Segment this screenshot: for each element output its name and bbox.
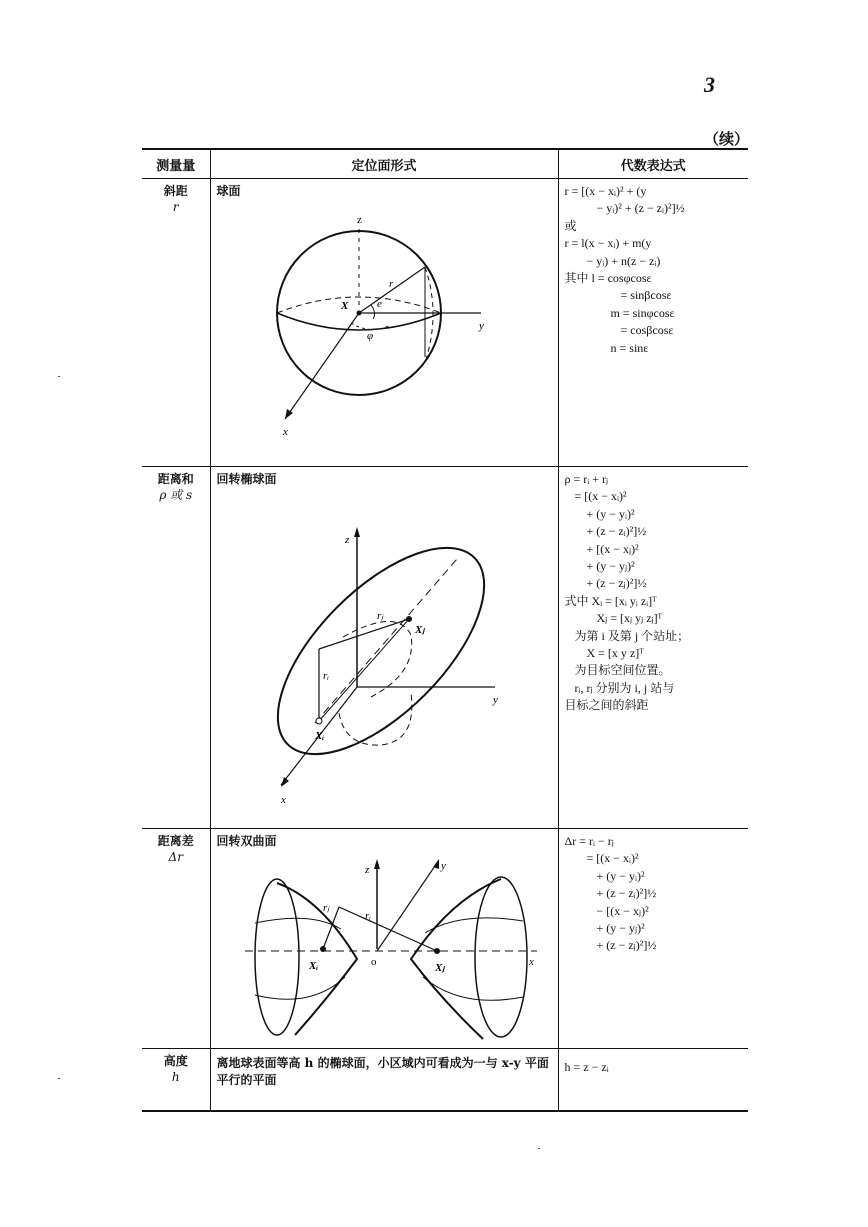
hyperboloid-figure bbox=[211, 849, 557, 1047]
formula-line: + (z − zⱼ)²]½ bbox=[596, 938, 657, 953]
formula-line: − yᵢ)² + (z − zᵢ)²]½ bbox=[596, 201, 685, 216]
axis-y-label: y bbox=[478, 320, 484, 332]
axis-x-label: x bbox=[280, 794, 286, 806]
table-row bbox=[142, 467, 748, 829]
axis-y-label: y bbox=[492, 694, 498, 706]
axis-x-label: x bbox=[282, 426, 288, 438]
station-j-label: Xⱼ bbox=[434, 962, 444, 974]
scan-speck bbox=[58, 376, 60, 377]
formula-line: = [(x − xᵢ)² bbox=[586, 851, 639, 866]
formula-cell bbox=[558, 179, 748, 467]
formula-line: X = [x y z]ᵀ bbox=[586, 646, 644, 661]
formula-cell bbox=[558, 467, 748, 829]
station-i-label: Xᵢ bbox=[308, 960, 318, 972]
table-row bbox=[142, 179, 748, 467]
surface-cell bbox=[210, 179, 558, 467]
formula-line: ρ = rᵢ + rⱼ bbox=[564, 472, 609, 486]
quantity-cell bbox=[142, 1049, 210, 1111]
formula-line: + (y − yⱼ)² bbox=[586, 559, 635, 574]
quantity-symbol: ρ 或 s bbox=[159, 488, 193, 502]
formula-cell bbox=[558, 1049, 748, 1111]
quantity-symbol: Δr bbox=[168, 850, 183, 864]
axis-z-label: z bbox=[344, 534, 349, 546]
quantity-cell bbox=[142, 467, 210, 829]
formula-line: + [(x − xⱼ)² bbox=[586, 541, 639, 556]
quantity-name: 高度 bbox=[163, 1054, 188, 1068]
formula-cell bbox=[558, 829, 748, 1049]
table-header-row bbox=[142, 149, 748, 179]
formula-line: + (y − yᵢ)² bbox=[596, 868, 645, 883]
range-r-label: r bbox=[388, 278, 393, 290]
axis-x-label: x bbox=[528, 956, 534, 968]
quantity-cell bbox=[142, 179, 210, 467]
quantity-name: 距离差 bbox=[157, 834, 194, 848]
formula-line: r = l(x − xᵢ) + m(y bbox=[564, 236, 652, 251]
formula-line: rᵢ, rⱼ 分别为 i, j 站与 bbox=[574, 680, 675, 695]
scan-speck bbox=[58, 1078, 60, 1079]
range-i-label: rᵢ bbox=[322, 670, 329, 682]
surface-cell bbox=[210, 1049, 558, 1111]
quantity-name: 距离和 bbox=[157, 472, 194, 486]
header-quantity: 测量量 bbox=[142, 149, 210, 179]
formula-line: 式中 Xᵢ = [xᵢ yᵢ zᵢ]ᵀ bbox=[564, 593, 657, 608]
formula-line: n = sinε bbox=[610, 340, 649, 355]
station-j-label: Xⱼ bbox=[414, 624, 424, 636]
axis-z-label: z bbox=[364, 864, 369, 876]
surface-label: 回转椭球面 bbox=[216, 472, 277, 486]
formula-line: Δr = rᵢ − rⱼ bbox=[564, 834, 614, 848]
surface-description: 离地球表面等高 h 的椭球面，小区域内可看成为一与 x-y 平面平行的平面 bbox=[216, 1056, 549, 1087]
measurement-table bbox=[142, 148, 748, 1112]
range-j-label: rⱼ bbox=[322, 902, 329, 914]
station-i-label: Xᵢ bbox=[314, 730, 324, 742]
formula-line: + (y − yⱼ)² bbox=[596, 921, 645, 936]
formula-line: − [(x − xⱼ)² bbox=[596, 903, 649, 918]
surface-label: 回转双曲面 bbox=[216, 834, 277, 848]
formula-line: + (z − zᵢ)²]½ bbox=[596, 886, 657, 901]
formula-line: h = z − zᵢ bbox=[564, 1060, 609, 1074]
formula-line: 或 bbox=[564, 218, 577, 233]
point-label: X bbox=[340, 300, 348, 312]
table-row bbox=[142, 829, 748, 1049]
quantity-cell bbox=[142, 829, 210, 1049]
quantity-symbol: r bbox=[172, 200, 179, 214]
azimuth-phi-label: φ bbox=[366, 330, 373, 342]
surface-label: 球面 bbox=[216, 184, 241, 198]
header-surface-form: 定位面形式 bbox=[210, 149, 558, 179]
range-i-label: rᵢ bbox=[364, 910, 371, 922]
formula-hyperboloid bbox=[559, 829, 749, 955]
page-number: 3 bbox=[704, 72, 715, 97]
axis-y-label: y bbox=[440, 860, 446, 872]
surface-cell bbox=[210, 467, 558, 829]
header-algebraic-expression: 代数表达式 bbox=[558, 149, 748, 179]
formula-line: 其中 l = cosφcosε bbox=[564, 271, 652, 286]
formula-line: m = sinφcosε bbox=[610, 305, 675, 320]
formula-sphere bbox=[559, 179, 749, 357]
formula-line: Xⱼ = [xⱼ yⱼ zⱼ]ᵀ bbox=[596, 611, 662, 626]
formula-line: + (z − zⱼ)²]½ bbox=[586, 576, 647, 591]
surface-cell bbox=[210, 829, 558, 1049]
quantity-symbol: h bbox=[171, 1070, 180, 1084]
continued-label: （续） bbox=[704, 130, 750, 148]
quantity-name: 斜距 bbox=[163, 184, 188, 198]
scan-speck bbox=[538, 1148, 540, 1149]
formula-height bbox=[559, 1049, 749, 1076]
range-j-label: rⱼ bbox=[376, 610, 383, 622]
formula-line: = cosβcosε bbox=[620, 323, 674, 338]
ellipsoid-figure bbox=[211, 487, 557, 823]
formula-line: + (z − zᵢ)²]½ bbox=[586, 524, 647, 539]
table-row bbox=[142, 1049, 748, 1111]
formula-line: 目标之间的斜距 bbox=[564, 698, 649, 713]
origin-label: o bbox=[370, 956, 376, 968]
sphere-figure bbox=[211, 199, 557, 461]
formula-line: = sinβcosε bbox=[620, 288, 672, 303]
formula-line: = [(x − xᵢ)² bbox=[574, 489, 627, 504]
axis-z-label: z bbox=[356, 214, 362, 226]
formula-line: 为第 i 及第 j 个站址； bbox=[574, 628, 690, 643]
formula-line: − yᵢ) + n(z − zᵢ) bbox=[586, 253, 661, 268]
formula-ellipsoid bbox=[559, 467, 749, 715]
formula-line: + (y − yᵢ)² bbox=[586, 506, 635, 521]
formula-line: r = [(x − xᵢ)² + (y bbox=[564, 184, 647, 198]
elevation-e-label: e bbox=[376, 298, 382, 310]
formula-line: 为目标空间位置。 bbox=[574, 663, 671, 678]
